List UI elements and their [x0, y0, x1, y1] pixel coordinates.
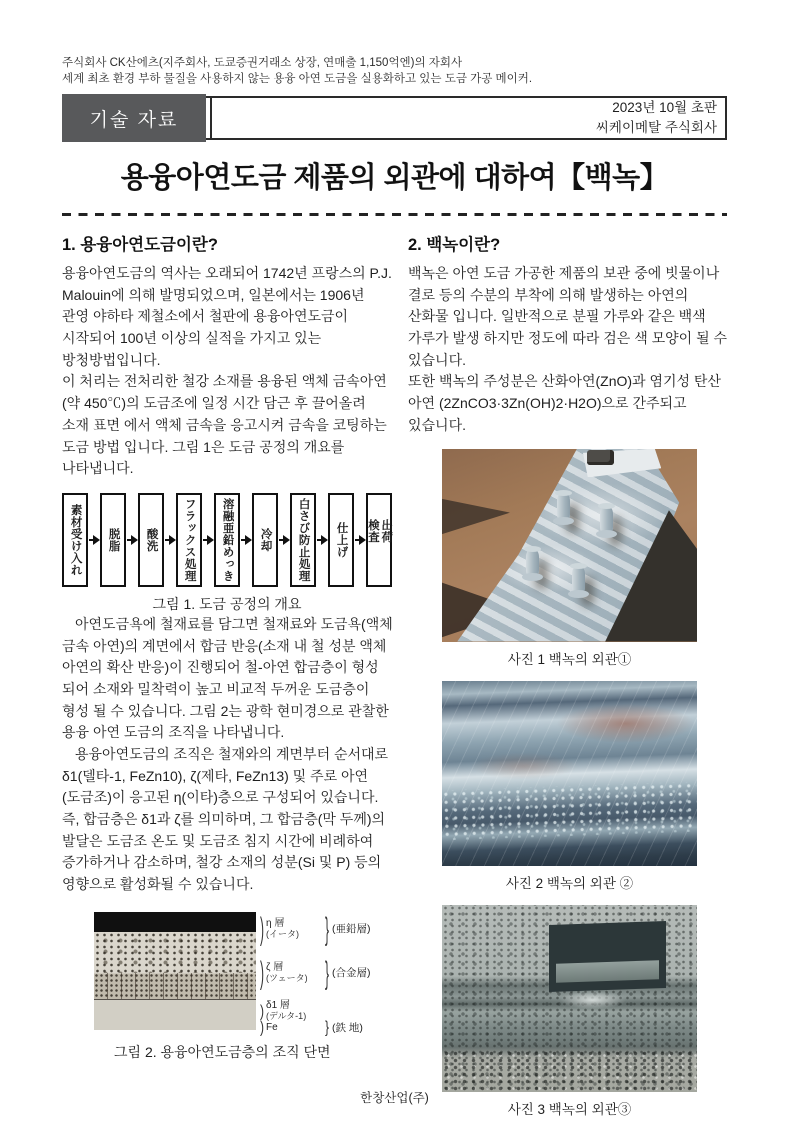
process-arrow [317, 539, 326, 541]
figure2-caption: 그림 2. 용융아연도금층의 조직 단면 [114, 1043, 331, 1060]
layer-kana: (イータ) [266, 929, 299, 940]
process-arrow [127, 539, 136, 541]
figure2-layer-labels [260, 910, 394, 1038]
section1-paragraph-2: 아연도금욕에 철재료를 담그면 철재료와 도금욕(액체 금속 아연)의 계면에서 합금 반응(소재 내 철 성분 액체 아연의 확산 반응)이 진행되어 철-아연 합금층이 형성 되어 소재와 밀착력이 높고 비교적 두꺼운 도금층이 형성 될 수 있습니다. 그림 2는 광학 현미경으로 관찰한 용융 아연 도금의 조직을 나타냅니다. [62, 615, 393, 741]
layer-label-row [260, 954, 371, 991]
process-flow-diagram [62, 493, 392, 587]
photo3-white-streak [559, 991, 625, 1010]
section2-heading: 2. 백녹이란? [408, 236, 501, 255]
photo1-shadow [442, 487, 510, 545]
left-column [62, 231, 394, 1122]
brace-icon: } [325, 1017, 330, 1038]
photo-white-rust-3 [442, 905, 697, 1092]
photo2-caption: 사진 2 백녹의 외관 ② [505, 875, 634, 891]
layer-group: (合金層) [332, 967, 371, 980]
process-step-box [62, 493, 88, 587]
dashed-divider [62, 213, 727, 216]
photo2-rust-speckles [442, 782, 697, 841]
process-step-box [100, 493, 126, 587]
company-name: 씨케이메탈 주식회사 [595, 120, 717, 136]
photo1-clamp [587, 450, 614, 465]
photo1-post [600, 506, 613, 535]
brace-icon: ) [260, 954, 264, 991]
process-step-label: 検査 出荷 [367, 518, 393, 543]
layer-name: δ1 層 [266, 999, 290, 1011]
section2-paragraph-1: 백녹은 아연 도금 가공한 제품의 보관 중에 빗물이나 결로 등의 수분의 부착에 의해 발생하는 아연의 산화물 입니다. 일반적으로 분필 가루와 같은 백색 가루가 발생 하지만 정도에 따라 검은 색 모양이 될 수 있습니다. [408, 265, 728, 368]
process-step-box [252, 493, 278, 587]
photo1-post [572, 566, 585, 595]
photo3-caption: 사진 3 백녹의 외관③ [507, 1101, 632, 1117]
process-step-label: 溶融亜鉛めっき [221, 497, 234, 582]
brace-icon: } [325, 954, 330, 991]
micrograph-eta-layer [94, 932, 256, 973]
figure1-caption: 그림 1. 도금 공정의 개요 [152, 595, 302, 612]
micrograph-zeta-layer [94, 973, 256, 999]
section1-paragraph-1b: 이 처리는 전처리한 철강 소재를 용융된 액체 금속아연 (약 450℃)의 도금조에 일정 시간 담근 후 끌어올려 소재 표면 에서 액체 금속을 응고시켜 금속을 코팅하는 도금 방법 입니다. 그림 1은 도금 공정의 개요를 나타냅니다. [62, 373, 387, 477]
photo-white-rust-2 [442, 681, 697, 866]
process-arrow [241, 539, 250, 541]
layer-label-row [260, 910, 371, 947]
photo1-post [557, 493, 570, 522]
process-step-label: フラックス処理 [183, 497, 196, 582]
layer-label-row [260, 1000, 324, 1022]
process-step-box [366, 493, 392, 587]
brace-icon: } [325, 910, 330, 947]
layer-kana: (ツェータ) [266, 973, 308, 984]
figure2-block [62, 910, 394, 1038]
section1-paragraph-1a: 용융아연도금의 역사는 오래되어 1742년 프랑스의 P.J. Malouin에 의해 발명되었으며, 일본에서는 1906년 관영 야하타 제철소에서 철판에 용융아연도금이 시작되어 100년 이상의 실적을 가지고 있는 방청방법입니다. [62, 265, 392, 368]
page-title: 용융아연도금 제품의 외관에 대하여【백녹】 [120, 162, 669, 195]
footer-company: 한창산업(주) [360, 1091, 429, 1105]
process-arrow [203, 539, 212, 541]
process-step-box [214, 493, 240, 587]
figure2-micrograph [94, 912, 256, 1030]
process-arrow [165, 539, 174, 541]
tech-doc-label: 기술 자료 [62, 94, 206, 142]
photo3-recess [549, 921, 666, 992]
edition-date: 2023년 10월 초판 [612, 99, 717, 115]
brace-icon: ) [260, 1017, 264, 1038]
layer-group: (亜鉛層) [332, 923, 371, 936]
section2-paragraph-2: 또한 백녹의 주성분은 산화아연(ZnO)과 염기성 탄산 아연 (2ZnCO3·3Zn(OH)2·H2O)으로 간주되고 있습니다. [408, 373, 721, 433]
process-arrow [279, 539, 288, 541]
photo1-caption: 사진 1 백녹의 외관① [507, 651, 632, 667]
process-step-label: 白さび防止処理 [297, 497, 310, 582]
header-right [212, 98, 725, 138]
process-step-label: 冷却 [259, 527, 272, 552]
photo-white-rust-1 [442, 449, 697, 642]
layer-label-row [260, 1017, 363, 1038]
photo1-post [526, 549, 539, 578]
header-box [62, 96, 727, 140]
micrograph-interface-line [94, 999, 256, 1000]
process-step-box [290, 493, 316, 587]
process-step-label: 脱脂 [107, 527, 120, 552]
company-note-line2: 세계 최초 환경 부하 물질을 사용하지 않는 용융 아연 도금을 실용화하고 있는 도금 가공 메이커. [62, 72, 533, 85]
process-arrow [355, 539, 364, 541]
section1-paragraph-3: 용융아연도금의 조직은 철재와의 계면부터 순서대로 δ1(델타-1, FeZn10), ζ(제타, FeZn13) 및 주로 아연 (도금조)이 응고된 η(이타)층으로 구성되어 있습니다. 즉, 합금층은 δ1과 ζ를 의미하며, 그 합금층(막 두께)의 발달은 도금조 온도 및 도금조 침지 시간에 비례하여 증가하거나 감소하며, 철강 소재의 성분(Si 및 P) 등의 영향으로 활성화될 수 있습니다. [62, 746, 389, 893]
layer-name: η 層 [266, 917, 285, 929]
company-note [62, 56, 727, 87]
company-note-line1: 주식회사 CK산에츠(지주회사, 도쿄증권거래소 상장, 연매출 1,150억엔)의 자회사 [62, 57, 463, 69]
process-arrow [89, 539, 98, 541]
right-column [408, 231, 727, 1122]
process-step-label: 素材受け入れ [69, 503, 82, 576]
brace-icon: ) [260, 910, 264, 947]
layer-kana: (デルタ-1) [266, 1011, 307, 1022]
process-step-box [138, 493, 164, 587]
brace-icon: ) [260, 1000, 264, 1021]
process-step-box [328, 493, 354, 587]
layer-name: ζ 層 [266, 961, 284, 973]
tech-doc-label-cell [64, 98, 212, 138]
layer-name: Fe [266, 1021, 278, 1033]
process-step-label: 仕上げ [335, 521, 348, 558]
process-step-label: 酸洗 [145, 527, 158, 552]
section1-heading: 1. 용융아연도금이란? [62, 236, 218, 255]
process-step-box [176, 493, 202, 587]
layer-group: (鉄 地) [332, 1021, 363, 1034]
